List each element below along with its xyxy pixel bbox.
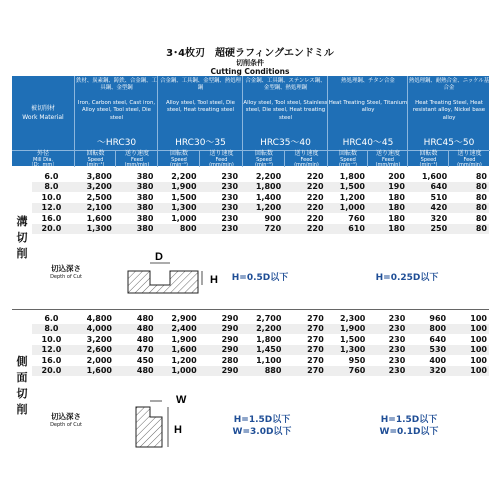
material-en: Alloy steel, Tool steel, Stainless steel, Die steel, Heat treating steel — [243, 100, 328, 121]
speed-cell: 610 — [326, 224, 367, 235]
speed-cell: 510 — [407, 192, 449, 203]
slotting-table — [32, 171, 489, 234]
speed-cell: 1,200 — [326, 192, 367, 203]
workpiece-shape — [128, 271, 198, 293]
speed-cell: 640 — [407, 334, 448, 345]
feed-cell: 290 — [199, 334, 241, 345]
feed-header — [367, 150, 408, 167]
material-jp: 熱処理鋼、耐熱合金、ニッケル基合金 — [408, 78, 490, 92]
slotting-char: 溝 — [16, 215, 28, 229]
feed-cell: 100 — [448, 345, 489, 356]
feed-en: Feed — [215, 156, 228, 163]
speed-cell: 2,200 — [240, 171, 283, 182]
feed-cell: 190 — [367, 182, 407, 193]
depth-en: Depth of Cut — [50, 422, 82, 428]
side-note-2-w: W=0.1D以下 — [379, 426, 439, 437]
feed-cell: 220 — [283, 192, 325, 203]
feed-cell: 380 — [114, 192, 156, 203]
feed-unit: (mm/min) — [457, 162, 482, 169]
feed-jp: 送り速度 — [209, 150, 234, 157]
fig-h-label: H — [174, 424, 182, 436]
feed-cell: 220 — [283, 182, 325, 193]
speed-cell: 3,200 — [71, 182, 114, 193]
speed-jp: 回転数 — [169, 150, 188, 157]
side-char: 面 — [16, 371, 28, 385]
speed-cell: 530 — [407, 345, 448, 356]
feed-cell: 220 — [283, 224, 325, 235]
speed-unit: (min⁻¹) — [419, 162, 438, 169]
speed-cell: 1,900 — [156, 334, 199, 345]
material-jp: 合金鋼、工具鋼、金型鋼、熱処理鋼 — [160, 78, 241, 92]
side-cutting-diagram — [132, 391, 202, 453]
speed-cell: 2,300 — [326, 313, 367, 324]
speed-unit: (min⁻¹) — [86, 162, 105, 169]
feed-unit: (mm/min) — [209, 162, 234, 169]
speed-cell: 320 — [407, 366, 448, 377]
speed-en: Speed — [171, 156, 187, 163]
feed-cell: 480 — [114, 334, 156, 345]
material-jp: 鉄材、炭素鋼、鋳鉄、合金鋼、工具鋼、金型鋼 — [76, 78, 157, 92]
speed-cell: 250 — [407, 224, 449, 235]
speed-header — [157, 150, 200, 167]
speed-unit: (min⁻¹) — [255, 162, 273, 169]
speed-cell: 2,700 — [240, 313, 283, 324]
speed-cell: 1,800 — [240, 182, 283, 193]
side-cutting-label — [12, 311, 32, 461]
feed-cell: 80 — [449, 182, 489, 193]
speed-cell: 1,200 — [240, 203, 283, 214]
slotting-diagram — [122, 249, 222, 301]
table-row — [32, 334, 489, 345]
feed-cell: 100 — [448, 313, 489, 324]
fig-h-label: H — [210, 274, 218, 286]
feed-cell: 270 — [283, 345, 325, 356]
feed-cell: 100 — [448, 334, 489, 345]
speed-cell: 960 — [407, 313, 448, 324]
hardness-range: HRC30～35 — [175, 137, 226, 148]
material-jp: 合金鋼、工具鋼、ステンレス鋼、金型鋼、熱処理鋼 — [245, 78, 326, 92]
speed-jp: 回転数 — [338, 150, 357, 157]
slotting-note-2: H=0.25D以下 — [375, 273, 439, 283]
feed-cell: 230 — [199, 192, 241, 203]
feed-cell: 270 — [283, 355, 325, 366]
slotting-label — [12, 167, 32, 309]
feed-cell: 180 — [367, 224, 407, 235]
table-row — [32, 324, 489, 335]
side-depth-label — [44, 411, 88, 428]
speed-cell: 1,300 — [155, 203, 198, 214]
depth-jp: 切込深さ — [51, 264, 81, 273]
speed-cell: 760 — [326, 366, 367, 377]
side-cutting-table — [32, 313, 489, 376]
table-row — [32, 224, 489, 235]
mill-dia-cell: 16.0 — [32, 355, 71, 366]
mill-dia-cell: 12.0 — [32, 345, 71, 356]
material-col-3 — [242, 76, 328, 150]
material-col-5 — [407, 76, 490, 150]
feed-cell: 270 — [283, 313, 325, 324]
feed-cell: 230 — [367, 366, 407, 377]
feed-cell: 230 — [367, 313, 407, 324]
fig-d-label: D — [155, 251, 163, 263]
feed-cell: 380 — [114, 213, 156, 224]
speed-cell: 800 — [407, 324, 448, 335]
mill-dia-cell: 20.0 — [32, 224, 71, 235]
table-row — [32, 355, 489, 366]
speed-cell: 1,600 — [407, 171, 449, 182]
feed-cell: 80 — [449, 224, 489, 235]
feed-cell: 280 — [199, 355, 241, 366]
speed-unit: (min⁻¹) — [339, 162, 357, 169]
side-note-2 — [364, 415, 454, 438]
mill-dia-cell: 6.0 — [32, 313, 71, 324]
feed-header — [284, 150, 328, 167]
feed-cell: 380 — [114, 182, 156, 193]
feed-cell: 380 — [114, 171, 156, 182]
speed-cell: 3,800 — [71, 171, 114, 182]
mill-dia-jp: 外径 — [36, 150, 49, 157]
feed-cell: 450 — [114, 355, 156, 366]
feed-cell: 80 — [449, 192, 489, 203]
speed-cell: 1,400 — [240, 192, 283, 203]
speed-cell: 1,300 — [326, 345, 367, 356]
feed-cell: 200 — [367, 171, 407, 182]
feed-cell: 180 — [367, 213, 407, 224]
speed-en: Speed — [87, 156, 104, 163]
speed-jp: 回転数 — [254, 150, 273, 157]
speed-cell: 2,200 — [155, 171, 198, 182]
feed-cell: 230 — [199, 171, 241, 182]
table-row — [32, 213, 489, 224]
feed-en: Feed — [131, 156, 143, 163]
speed-cell: 1,450 — [240, 345, 283, 356]
speed-header — [327, 150, 368, 167]
hardness-range: HRC40～45 — [342, 137, 394, 148]
feed-en: Feed — [463, 156, 476, 163]
speed-cell: 1,800 — [240, 334, 283, 345]
material-en: Alloy steel, Tool steel, Die steel, Heat treating steel — [166, 100, 235, 114]
mill-dia-cell: 10.0 — [32, 334, 71, 345]
speed-cell: 1,000 — [326, 203, 367, 214]
speed-cell: 760 — [326, 213, 367, 224]
feed-jp: 送り速度 — [375, 150, 400, 157]
depth-en: Depth of Cut — [50, 274, 82, 280]
feed-header — [115, 150, 158, 167]
side-char: 切 — [16, 387, 28, 400]
feed-header — [448, 150, 490, 167]
mill-dia-cell: 16.0 — [32, 213, 71, 224]
side-note-1-h: H=1.5D以下 — [233, 415, 291, 425]
speed-jp: 回転数 — [86, 150, 105, 157]
feed-cell: 220 — [283, 203, 325, 214]
slotting-section — [12, 167, 489, 309]
feed-cell: 290 — [199, 345, 241, 356]
feed-cell: 100 — [448, 324, 489, 335]
table-row — [32, 171, 489, 182]
hardness-range: ～HRC30 — [96, 137, 137, 148]
speed-cell: 1,900 — [155, 182, 198, 193]
material-col-2 — [157, 76, 243, 150]
material-jp: 熱処理鋼、チタン合金 — [341, 78, 395, 84]
speed-header — [74, 150, 116, 167]
feed-cell: 220 — [283, 213, 325, 224]
speed-cell: 720 — [240, 224, 283, 235]
speed-cell: 2,900 — [156, 313, 199, 324]
speed-en: Speed — [256, 156, 272, 163]
feed-jp: 送り速度 — [457, 150, 482, 157]
feed-cell: 270 — [283, 324, 325, 335]
speed-cell: 2,100 — [71, 203, 114, 214]
table-row — [32, 182, 489, 193]
material-en: Heat Treating Steel, Titanium alloy — [328, 100, 408, 114]
table-header — [12, 76, 490, 169]
slotting-note-1: H=0.5D以下 — [231, 273, 289, 283]
slotting-depth-label — [44, 263, 88, 280]
work-material-label-en: Work Material — [22, 114, 64, 121]
side-note-2-h: H=1.5D以下 — [380, 415, 438, 425]
speed-cell: 320 — [407, 213, 449, 224]
feed-cell: 230 — [199, 182, 241, 193]
feed-cell: 290 — [199, 313, 241, 324]
material-en: Iron, Carbon steel, Cast iron, Alloy steel, Tool steel, Die steel — [77, 100, 156, 121]
feed-cell: 230 — [367, 324, 407, 335]
hardness-range: HRC35～40 — [260, 137, 311, 148]
feed-cell: 230 — [199, 203, 241, 214]
feed-cell: 80 — [449, 213, 489, 224]
mill-dia-cell: 10.0 — [32, 192, 71, 203]
feed-cell: 230 — [367, 355, 407, 366]
material-col-1 — [74, 76, 158, 150]
feed-cell: 470 — [114, 345, 156, 356]
mill-dia-en: Mill Dia. — [33, 156, 53, 163]
speed-jp: 回転数 — [419, 150, 438, 157]
feed-cell: 290 — [199, 324, 241, 335]
speed-cell: 2,400 — [156, 324, 199, 335]
speed-cell: 2,200 — [240, 324, 283, 335]
side-cutting-section — [12, 311, 489, 461]
feed-en: Feed — [382, 156, 394, 163]
speed-cell: 950 — [326, 355, 367, 366]
feed-header — [199, 150, 243, 167]
feed-cell: 80 — [449, 171, 489, 182]
feed-en: Feed — [300, 156, 313, 163]
feed-cell: 230 — [367, 345, 407, 356]
side-note-1 — [217, 415, 307, 438]
speed-cell: 1,600 — [71, 213, 114, 224]
conditions-title-en: Cutting Conditions — [210, 67, 290, 76]
feed-cell: 180 — [367, 192, 407, 203]
feed-unit: (mm/min) — [294, 162, 319, 169]
speed-cell: 1,900 — [326, 324, 367, 335]
speed-cell: 1,000 — [155, 213, 198, 224]
side-note-1-w: W=3.0D以下 — [232, 426, 292, 437]
feed-cell: 220 — [283, 171, 325, 182]
material-en: Heat Treating Steel, Heat resistant alloy, Nickel base alloy — [412, 100, 486, 121]
feed-cell: 480 — [114, 324, 156, 335]
speed-cell: 4,000 — [71, 324, 114, 335]
mill-dia-cell: 12.0 — [32, 203, 71, 214]
speed-cell: 2,000 — [71, 355, 114, 366]
speed-cell: 1,000 — [156, 366, 199, 377]
speed-cell: 880 — [240, 366, 283, 377]
speed-cell: 3,200 — [71, 334, 114, 345]
speed-cell: 4,800 — [71, 313, 114, 324]
feed-cell: 380 — [114, 224, 156, 235]
mill-dia-cell: 8.0 — [32, 182, 71, 193]
conditions-title-jp: 切削条件 — [236, 59, 264, 67]
speed-cell: 420 — [407, 203, 449, 214]
hardness-range: HRC45～50 — [423, 137, 475, 148]
table-row — [32, 203, 489, 214]
fig-w-label: W — [176, 394, 187, 406]
speed-unit: (min⁻¹) — [170, 162, 188, 169]
feed-cell: 100 — [448, 366, 489, 377]
table-row — [32, 313, 489, 324]
feed-cell: 480 — [114, 366, 156, 377]
feed-cell: 270 — [283, 366, 325, 377]
side-char: 削 — [16, 402, 28, 416]
feed-cell: 480 — [114, 313, 156, 324]
speed-cell: 1,600 — [156, 345, 199, 356]
speed-header — [242, 150, 285, 167]
speed-cell: 640 — [407, 182, 449, 193]
feed-cell: 290 — [199, 366, 241, 377]
feed-cell: 230 — [199, 213, 241, 224]
feed-jp: 送り速度 — [294, 150, 319, 157]
speed-cell: 1,500 — [326, 334, 367, 345]
speed-cell: 1,500 — [326, 182, 367, 193]
speed-en: Speed — [420, 156, 437, 163]
side-char: 側 — [16, 355, 28, 369]
feed-cell: 80 — [449, 203, 489, 214]
speed-cell: 1,200 — [156, 355, 199, 366]
feed-unit: (mm/min) — [124, 162, 150, 169]
mill-dia-cell: 8.0 — [32, 324, 71, 335]
speed-cell: 1,600 — [71, 366, 114, 377]
speed-cell: 900 — [240, 213, 283, 224]
table-row — [32, 366, 489, 377]
feed-cell: 180 — [367, 203, 407, 214]
slotting-char: 切 — [16, 231, 28, 245]
mill-dia-cell: 6.0 — [32, 171, 71, 182]
table-row — [32, 192, 489, 203]
speed-cell: 2,600 — [71, 345, 114, 356]
feed-cell: 230 — [199, 224, 241, 235]
speed-cell: 1,300 — [71, 224, 114, 235]
mill-dia-cell: 20.0 — [32, 366, 71, 377]
feed-jp: 送り速度 — [124, 150, 149, 157]
feed-cell: 230 — [367, 334, 407, 345]
mill-dia-unit: （D：mm） — [28, 162, 58, 169]
speed-en: Speed — [340, 156, 356, 163]
table-row — [32, 345, 489, 356]
depth-jp: 切込深さ — [51, 412, 81, 421]
mill-dia-header — [12, 150, 74, 167]
slotting-char: 削 — [16, 246, 28, 260]
speed-cell: 1,800 — [326, 171, 367, 182]
section-divider — [12, 309, 489, 310]
feed-cell: 270 — [283, 334, 325, 345]
work-material-label-jp: 被切削材 — [30, 105, 55, 112]
speed-cell: 1,500 — [155, 192, 198, 203]
speed-header — [407, 150, 449, 167]
material-col-4 — [327, 76, 408, 150]
speed-cell: 400 — [407, 355, 448, 366]
feed-cell: 380 — [114, 203, 156, 214]
page-title: 3･4枚刃 超硬ラフィングエンドミル — [166, 48, 334, 59]
speed-cell: 1,100 — [240, 355, 283, 366]
feed-cell: 100 — [448, 355, 489, 366]
speed-cell: 2,500 — [71, 192, 114, 203]
feed-unit: (mm/min) — [375, 162, 401, 169]
speed-cell: 800 — [155, 224, 198, 235]
work-material-header — [12, 76, 74, 150]
workpiece-shape — [136, 407, 162, 447]
